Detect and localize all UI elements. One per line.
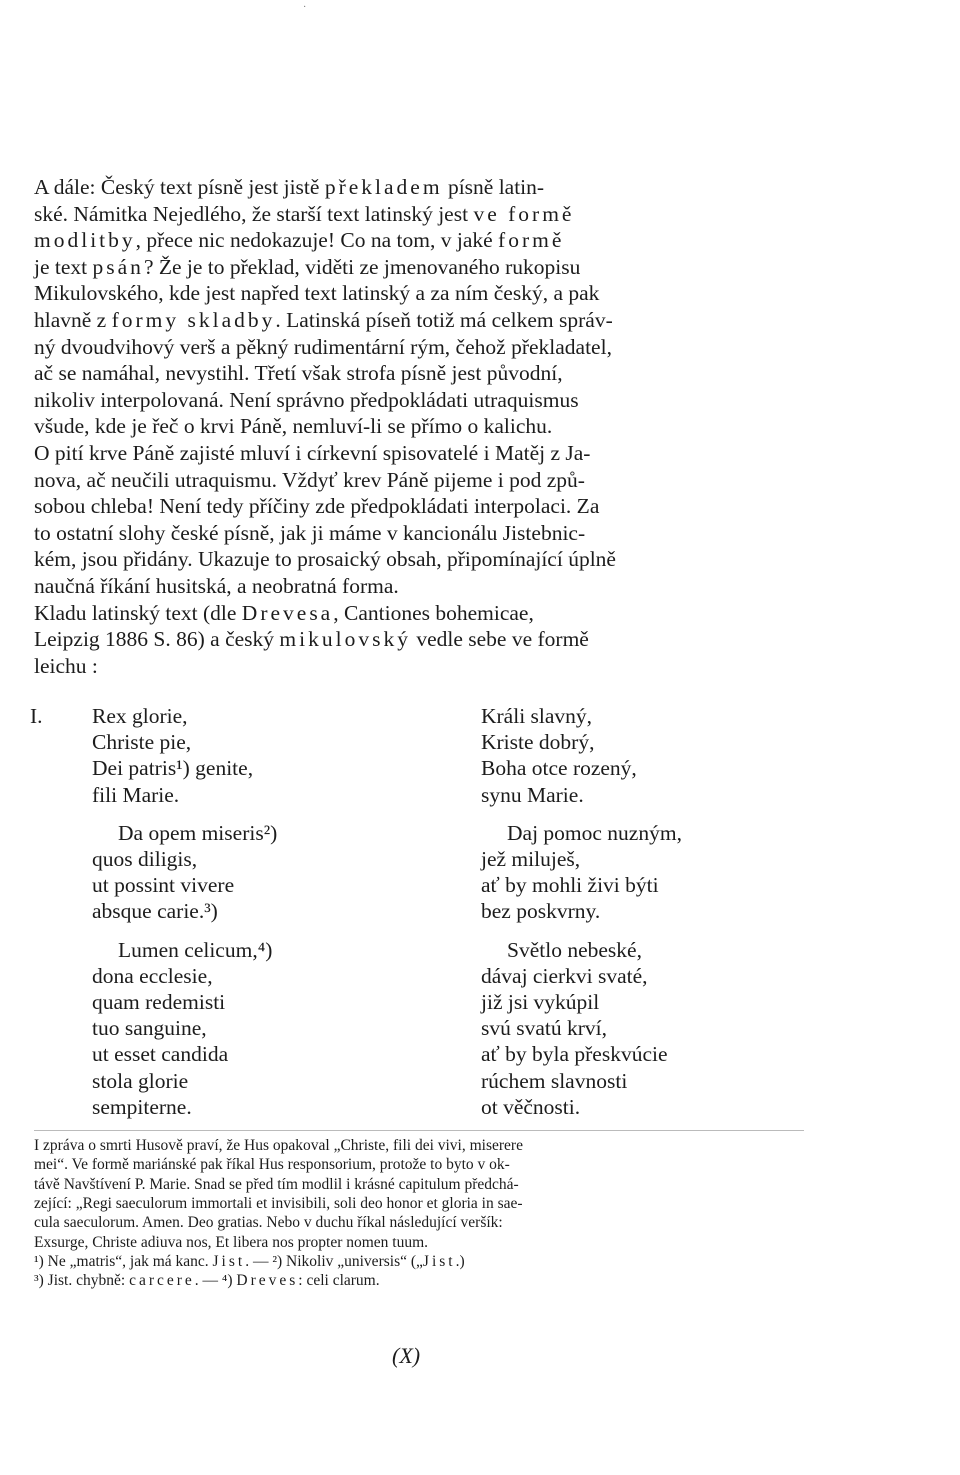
text-run: cula saeculorum. Amen. Deo gratias. Nebo v duchu říkal následující veršík: bbox=[34, 1214, 503, 1232]
body-line bbox=[34, 227, 796, 253]
latin-verse-column bbox=[92, 703, 392, 1132]
verse-line: dona ecclesie, bbox=[92, 963, 213, 988]
verse-line: bez poskvrny. bbox=[481, 899, 601, 924]
text-run: . — ⁴) bbox=[194, 1272, 237, 1290]
body-line bbox=[34, 493, 796, 519]
text-run: . — ²) Nikoliv „universis“ („ bbox=[245, 1252, 423, 1270]
body-line bbox=[34, 307, 796, 333]
text-run: ¹) Ne „matris“, jak má kanc. bbox=[34, 1252, 213, 1270]
body-line bbox=[34, 280, 796, 306]
spaced-emphasis: formy skladby bbox=[111, 308, 276, 332]
corner-mark: · bbox=[303, 2, 307, 13]
page-number: (X) bbox=[392, 1343, 421, 1368]
spaced-emphasis: psán bbox=[92, 254, 144, 279]
verse-line: dávaj cierkvi svaté, bbox=[481, 963, 648, 988]
czech-stanza bbox=[481, 937, 781, 1120]
verse-line: sempiterne. bbox=[92, 1094, 192, 1119]
spaced-emphasis: mikulovský bbox=[279, 627, 411, 652]
text-run: Kladu latinský text (dle bbox=[34, 600, 242, 625]
verse-line: ať by byla přeskvúcie bbox=[481, 1042, 668, 1067]
verse-line: Lumen celicum,⁴) bbox=[118, 937, 273, 962]
czech-stanza bbox=[481, 703, 781, 808]
body-line bbox=[34, 653, 796, 679]
footnote-line bbox=[34, 1194, 804, 1213]
verse-line: quos diligis, bbox=[92, 847, 198, 872]
text-run: ný dvoudvihový verš a pěkný rudimentární rým, čehož překladatel, bbox=[34, 334, 612, 359]
text-run: Leipzig 1886 S. 86) a český bbox=[34, 627, 280, 652]
verse-line: ut possint vivere bbox=[92, 873, 235, 898]
spaced-emphasis: Dreves bbox=[236, 1272, 299, 1290]
text-run: : celi clarum. bbox=[298, 1272, 380, 1290]
text-run: kém, jsou přidány. Ukazuje to prosaický obsah, připomínající úplně bbox=[34, 547, 616, 572]
body-line bbox=[34, 413, 796, 439]
czech-verse-column bbox=[481, 703, 781, 1132]
footnote-divider bbox=[34, 1130, 804, 1131]
text-run: písně latin- bbox=[442, 175, 545, 199]
verse-line: Světlo nebeské, bbox=[507, 937, 642, 962]
verse-line: quam redemisti bbox=[92, 990, 226, 1015]
text-run: leichu : bbox=[34, 653, 98, 678]
body-line bbox=[34, 440, 796, 466]
text-run: sobou chleba! Není tedy příčiny zde předpokládati interpolaci. Za bbox=[34, 494, 600, 519]
body-line bbox=[34, 201, 796, 227]
footnote-line bbox=[34, 1136, 804, 1155]
body-line bbox=[34, 626, 796, 652]
footnote-line bbox=[34, 1252, 804, 1271]
text-run: nova, ač neučili utraquismu. Vždyť krev Páně pijeme i pod způ- bbox=[34, 467, 585, 492]
body-line bbox=[34, 573, 796, 599]
footnote-line bbox=[34, 1271, 804, 1290]
footnote-line bbox=[34, 1175, 804, 1194]
latin-stanza bbox=[92, 937, 392, 1120]
spaced-emphasis: Jist bbox=[212, 1252, 246, 1270]
footnote-line bbox=[34, 1213, 804, 1232]
body-line bbox=[34, 600, 796, 626]
text-run: A dále: Český text písně jest jistě bbox=[34, 175, 325, 199]
body-line bbox=[34, 520, 796, 546]
verse-line: rúchem slavnosti bbox=[481, 1068, 628, 1093]
text-run: .) bbox=[455, 1252, 465, 1270]
verse-line: již jsi vykúpil bbox=[481, 990, 600, 1015]
text-run: mei“. Ve formě mariánské pak říkal Hus responsorium, protože to byto v ok- bbox=[34, 1156, 510, 1174]
spaced-emphasis: překladem bbox=[324, 175, 443, 199]
verse-line: Christe pie, bbox=[92, 730, 192, 755]
verse-line: Da opem miseris²) bbox=[118, 820, 278, 845]
spaced-emphasis: formě bbox=[498, 228, 565, 253]
text-run: naučná říkání husitská, a neobratná forma. bbox=[34, 574, 399, 598]
czech-stanza bbox=[481, 820, 781, 925]
text-run: távě Navštívení P. Marie. Snad se před tím modlil i krásné capitulum předchá- bbox=[34, 1175, 519, 1193]
verse-line: Rex glorie, bbox=[92, 704, 188, 728]
verse-line: jež miluješ, bbox=[481, 847, 581, 872]
spaced-emphasis: carcere bbox=[129, 1272, 195, 1290]
text-run: ³) Jist. chybně: bbox=[34, 1272, 130, 1290]
verse-line: fili Marie. bbox=[92, 782, 180, 807]
text-run: všude, kde je řeč o krvi Páně, nemluví-li se přímo o kalichu. bbox=[34, 414, 553, 439]
body-line bbox=[34, 174, 796, 200]
spaced-emphasis: Jist bbox=[422, 1252, 456, 1270]
body-line bbox=[34, 387, 796, 413]
verse-line: Daj pomoc nuzným, bbox=[507, 820, 682, 845]
body-line bbox=[34, 546, 796, 572]
body-line bbox=[34, 360, 796, 386]
spaced-emphasis: ve formě bbox=[473, 201, 575, 226]
body-line bbox=[34, 334, 796, 360]
latin-stanza bbox=[92, 703, 392, 808]
text-run: Mikulovského, kde jest napřed text latinský a za ním český, a pak bbox=[34, 281, 600, 306]
text-run: ské. Námitka Nejedlého, že starší text latinský jest bbox=[34, 201, 474, 226]
verse-line: Kriste dobrý, bbox=[481, 730, 595, 755]
verse-line: ut esset candida bbox=[92, 1042, 229, 1067]
text-run: . Latinská píseň totiž má celkem správ- bbox=[275, 308, 613, 332]
verse-line: Boha otce rozený, bbox=[481, 756, 637, 781]
text-run: , přece nic nedokazuje! Co na tom, v jaké bbox=[135, 228, 499, 253]
verse-line: Králi slavný, bbox=[481, 704, 593, 728]
text-run: , Cantiones bohemicae, bbox=[333, 600, 534, 625]
verse-line: ot věčnosti. bbox=[481, 1094, 581, 1119]
text-run: vedle sebe ve formě bbox=[410, 627, 589, 652]
verse-line: synu Marie. bbox=[481, 782, 584, 807]
verse-line: Dei patris¹) genite, bbox=[92, 756, 254, 781]
body-line bbox=[34, 467, 796, 493]
text-run: nikoliv interpolovaná. Není správno předpokládati utraquismus bbox=[34, 387, 579, 412]
text-run: O pití krve Páně zajisté mluví i církevní spisovatelé i Matěj z Ja- bbox=[34, 441, 591, 465]
text-run: I zpráva o smrti Husově praví, že Hus opakoval „Christe, fili dei vivi, miserere bbox=[34, 1137, 523, 1154]
spaced-emphasis: modlitby bbox=[34, 228, 136, 253]
latin-stanza bbox=[92, 820, 392, 925]
footnote-line bbox=[34, 1233, 804, 1252]
footnote-line bbox=[34, 1155, 804, 1174]
text-run: to ostatní slohy české písně, jak ji máme v kancionálu Jistebnic- bbox=[34, 520, 586, 545]
verse-line: absque carie.³) bbox=[92, 899, 218, 924]
verse-line: tuo sanguine, bbox=[92, 1016, 207, 1041]
spaced-emphasis: Drevesa bbox=[241, 600, 334, 625]
verse-line: svú svatú krví, bbox=[481, 1016, 608, 1041]
text-run: ač se namáhal, nevystihl. Třetí však strofa písně jest původní, bbox=[34, 361, 563, 386]
text-run: Exsurge, Christe adiuva nos, Et libera nos propter nomen tuum. bbox=[34, 1233, 429, 1251]
verse-number: I. bbox=[30, 704, 43, 728]
verse-line: ať by mohli živi býti bbox=[481, 873, 659, 898]
verse-line: stola glorie bbox=[92, 1068, 189, 1093]
text-run: je text bbox=[34, 254, 93, 279]
text-run: zející: „Regi saeculorum immortali et invisibili, soli deo honor et gloria in sae- bbox=[34, 1194, 523, 1212]
text-run: hlavně z bbox=[34, 308, 112, 332]
body-line bbox=[34, 254, 796, 280]
text-run: ? Že je to překlad, viděti ze jmenovaného rukopisu bbox=[143, 254, 581, 279]
